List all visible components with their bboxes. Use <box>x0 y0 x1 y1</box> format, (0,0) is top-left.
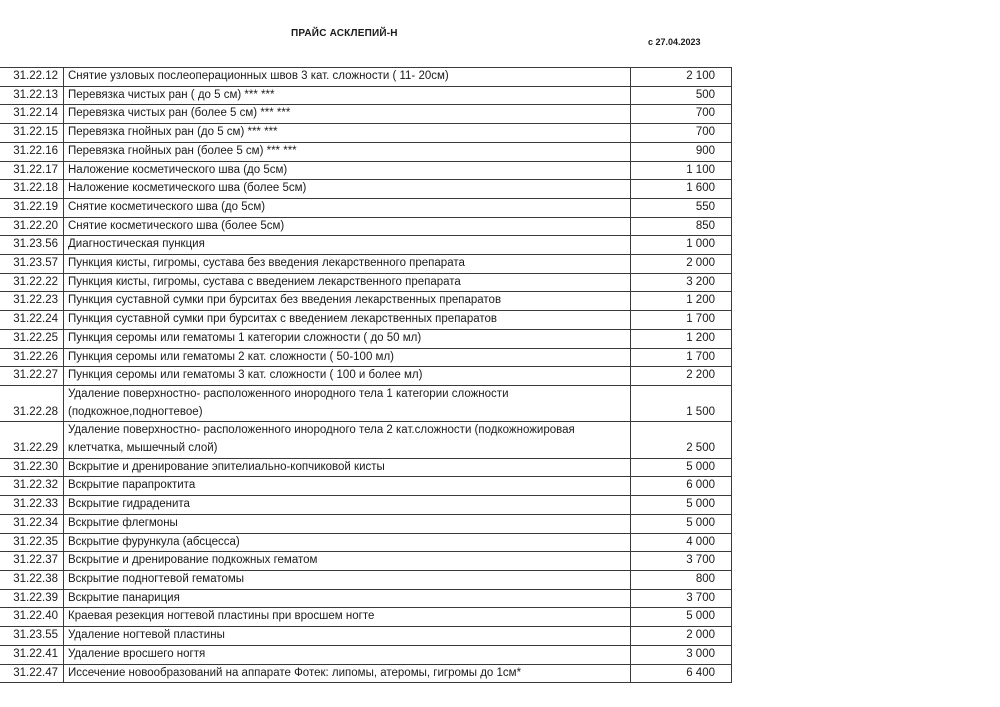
service-name-cell: Удаление ногтевой пластины <box>64 627 631 646</box>
service-name-cell: Удаление поверхностно- расположенного инородного тела 2 кат.сложности (подкожножировая клетчатка, мышечный слой) <box>64 422 631 458</box>
service-code-cell: 31.22.17 <box>0 161 64 180</box>
service-price-cell: 1 600 <box>631 180 732 199</box>
service-code-cell: 31.22.12 <box>0 68 64 87</box>
service-price-cell: 3 200 <box>631 273 732 292</box>
service-price-cell: 3 700 <box>631 552 732 571</box>
table-row <box>0 627 732 646</box>
table-row <box>0 86 732 105</box>
table-row <box>0 292 732 311</box>
service-name-cell: Диагностическая пункция <box>64 236 631 255</box>
table-row <box>0 142 732 161</box>
service-price-cell: 6 400 <box>631 664 732 683</box>
service-name-cell: Перевязка чистых ран ( до 5 см) *** *** <box>64 86 631 105</box>
table-row <box>0 608 732 627</box>
document-title: ПРАЙС АСКЛЕПИЙ-Н <box>291 28 398 39</box>
service-price-cell: 4 000 <box>631 533 732 552</box>
service-price-cell: 1 700 <box>631 348 732 367</box>
service-name-cell: Перевязка гнойных ран (до 5 см) *** *** <box>64 124 631 143</box>
service-code-cell: 31.22.41 <box>0 645 64 664</box>
service-price-cell: 900 <box>631 142 732 161</box>
service-price-cell: 5 000 <box>631 458 732 477</box>
service-code-cell: 31.22.32 <box>0 477 64 496</box>
service-price-cell: 3 000 <box>631 645 732 664</box>
service-code-cell: 31.22.30 <box>0 458 64 477</box>
service-name-cell: Снятие косметического шва (до 5см) <box>64 198 631 217</box>
service-price-cell: 1 700 <box>631 311 732 330</box>
service-code-cell: 31.22.14 <box>0 105 64 124</box>
service-price-cell: 1 200 <box>631 292 732 311</box>
service-code-cell: 31.22.47 <box>0 664 64 683</box>
price-table <box>0 67 732 683</box>
service-code-cell: 31.22.15 <box>0 124 64 143</box>
table-row <box>0 68 732 87</box>
service-code-cell: 31.22.28 <box>0 385 64 421</box>
service-name-cell: Вскрытие парапроктита <box>64 477 631 496</box>
table-row <box>0 645 732 664</box>
service-code-cell: 31.22.13 <box>0 86 64 105</box>
service-code-cell: 31.22.16 <box>0 142 64 161</box>
service-price-cell: 2 200 <box>631 367 732 386</box>
service-name-cell: Вскрытие гидраденита <box>64 496 631 515</box>
table-row <box>0 255 732 274</box>
table-row <box>0 236 732 255</box>
service-name-cell: Вскрытие флегмоны <box>64 514 631 533</box>
service-name-cell: Вскрытие и дренирование подкожных гематом <box>64 552 631 571</box>
service-code-cell: 31.23.57 <box>0 255 64 274</box>
table-row <box>0 124 732 143</box>
service-name-cell: Снятие косметического шва (более 5см) <box>64 217 631 236</box>
service-code-cell: 31.22.27 <box>0 367 64 386</box>
service-name-cell: Пункция серомы или гематомы 3 кат. сложности ( 100 и более мл) <box>64 367 631 386</box>
service-price-cell: 850 <box>631 217 732 236</box>
service-name-cell: Пункция суставной сумки при бурситах с введением лекарственных препаратов <box>64 311 631 330</box>
service-price-cell: 1 000 <box>631 236 732 255</box>
service-price-cell: 1 100 <box>631 161 732 180</box>
table-row <box>0 458 732 477</box>
service-code-cell: 31.22.35 <box>0 533 64 552</box>
service-price-cell: 6 000 <box>631 477 732 496</box>
service-name-cell: Снятие узловых послеоперационных швов 3 кат. сложности ( 11- 20см) <box>64 68 631 87</box>
service-name-cell: Перевязка чистых ран (более 5 см) *** *** <box>64 105 631 124</box>
service-code-cell: 31.22.18 <box>0 180 64 199</box>
service-name-cell: Вскрытие и дренирование эпителиально-копчиковой кисты <box>64 458 631 477</box>
table-row <box>0 273 732 292</box>
service-code-cell: 31.22.19 <box>0 198 64 217</box>
service-price-cell: 3 700 <box>631 589 732 608</box>
table-row <box>0 329 732 348</box>
service-code-cell: 31.22.25 <box>0 329 64 348</box>
service-code-cell: 31.22.20 <box>0 217 64 236</box>
service-price-cell: 1 500 <box>631 385 732 421</box>
table-row <box>0 180 732 199</box>
table-row <box>0 477 732 496</box>
table-row <box>0 217 732 236</box>
service-name-cell: Пункция кисты, гигромы, сустава с введением лекарственного препарата <box>64 273 631 292</box>
table-row <box>0 422 732 458</box>
table-row <box>0 533 732 552</box>
table-row <box>0 311 732 330</box>
service-name-cell: Вскрытие панариция <box>64 589 631 608</box>
service-code-cell: 31.22.37 <box>0 552 64 571</box>
table-row <box>0 664 732 683</box>
table-row <box>0 589 732 608</box>
table-row <box>0 367 732 386</box>
service-price-cell: 550 <box>631 198 732 217</box>
table-row <box>0 514 732 533</box>
service-price-cell: 1 200 <box>631 329 732 348</box>
service-price-cell: 2 000 <box>631 627 732 646</box>
service-code-cell: 31.22.34 <box>0 514 64 533</box>
table-row <box>0 105 732 124</box>
table-row <box>0 348 732 367</box>
table-row <box>0 496 732 515</box>
table-row <box>0 161 732 180</box>
service-name-cell: Краевая резекция ногтевой пластины при вросшем ногте <box>64 608 631 627</box>
service-code-cell: 31.22.39 <box>0 589 64 608</box>
service-price-cell: 700 <box>631 124 732 143</box>
service-code-cell: 31.22.24 <box>0 311 64 330</box>
service-name-cell: Иссечение новообразований на аппарате Фотек: липомы, атеромы, гигромы до 1см* <box>64 664 631 683</box>
table-row <box>0 552 732 571</box>
service-price-cell: 2 000 <box>631 255 732 274</box>
service-name-cell: Вскрытие подногтевой гематомы <box>64 570 631 589</box>
service-name-cell: Наложение косметического шва (более 5см) <box>64 180 631 199</box>
service-code-cell: 31.22.23 <box>0 292 64 311</box>
service-code-cell: 31.23.56 <box>0 236 64 255</box>
service-name-cell: Пункция кисты, гигромы, сустава без введения лекарственного препарата <box>64 255 631 274</box>
price-table-body <box>0 68 732 683</box>
service-name-cell: Пункция серомы или гематомы 1 категории сложности ( до 50 мл) <box>64 329 631 348</box>
service-price-cell: 5 000 <box>631 608 732 627</box>
service-code-cell: 31.23.55 <box>0 627 64 646</box>
effective-date: с 27.04.2023 <box>648 37 701 47</box>
service-code-cell: 31.22.38 <box>0 570 64 589</box>
service-price-cell: 2 500 <box>631 422 732 458</box>
service-price-cell: 500 <box>631 86 732 105</box>
service-name-cell: Удаление поверхностно- расположенного инородного тела 1 категории сложности (подкожное,подногтевое) <box>64 385 631 421</box>
service-code-cell: 31.22.40 <box>0 608 64 627</box>
service-price-cell: 800 <box>631 570 732 589</box>
table-row <box>0 385 732 421</box>
service-price-cell: 2 100 <box>631 68 732 87</box>
service-name-cell: Перевязка гнойных ран (более 5 см) *** *** <box>64 142 631 161</box>
service-name-cell: Пункция суставной сумки при бурситах без введения лекарственных препаратов <box>64 292 631 311</box>
service-name-cell: Удаление вросшего ногтя <box>64 645 631 664</box>
service-code-cell: 31.22.33 <box>0 496 64 515</box>
table-row <box>0 570 732 589</box>
service-price-cell: 700 <box>631 105 732 124</box>
service-code-cell: 31.22.29 <box>0 422 64 458</box>
table-row <box>0 198 732 217</box>
service-code-cell: 31.22.26 <box>0 348 64 367</box>
service-name-cell: Наложение косметического шва (до 5см) <box>64 161 631 180</box>
service-name-cell: Пункция серомы или гематомы 2 кат. сложности ( 50-100 мл) <box>64 348 631 367</box>
service-price-cell: 5 000 <box>631 496 732 515</box>
service-name-cell: Вскрытие фурункула (абсцесса) <box>64 533 631 552</box>
service-code-cell: 31.22.22 <box>0 273 64 292</box>
service-price-cell: 5 000 <box>631 514 732 533</box>
